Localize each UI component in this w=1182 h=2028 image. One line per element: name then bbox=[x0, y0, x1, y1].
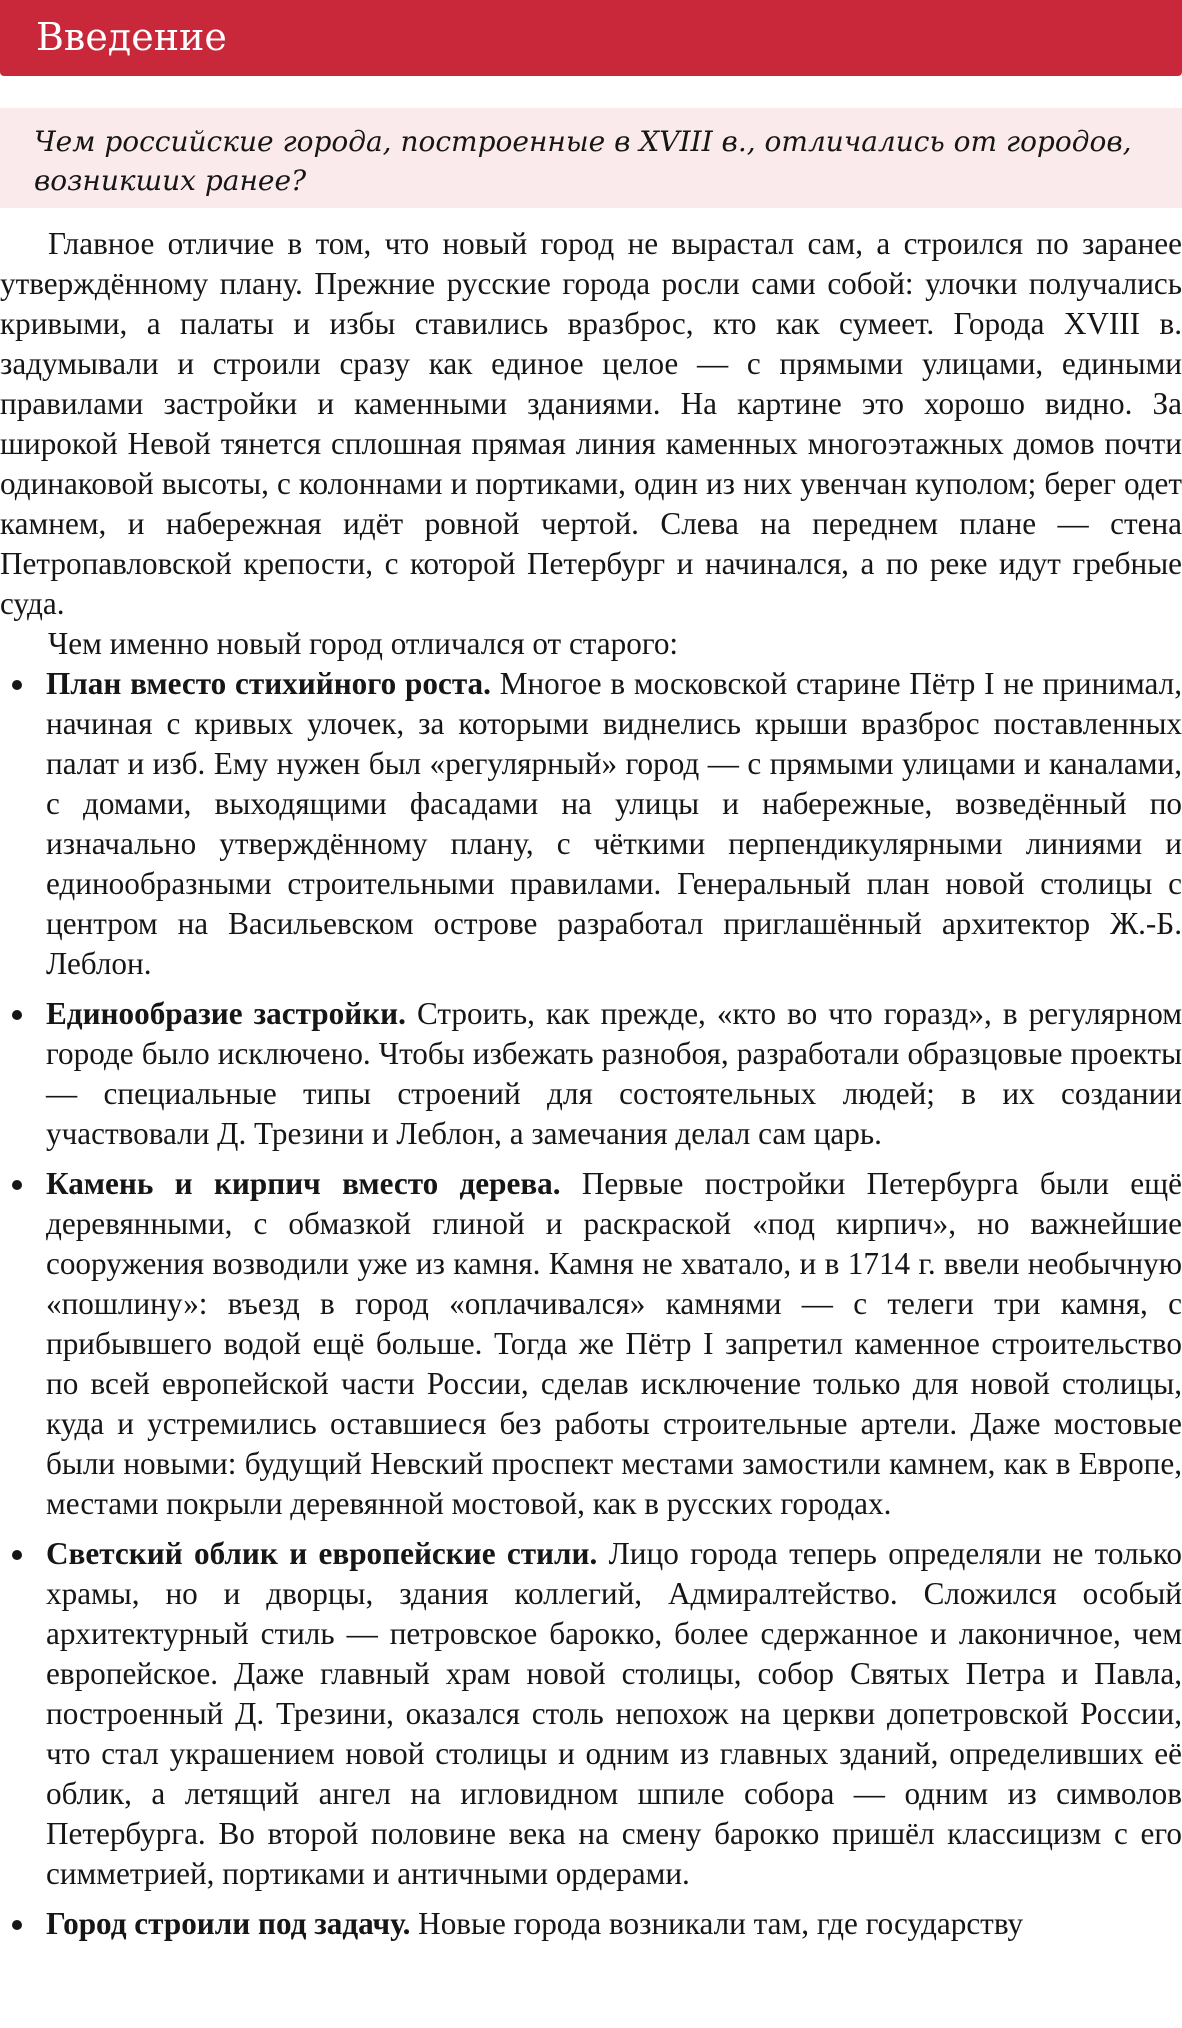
list-item bbox=[0, 1164, 1182, 1524]
section-title: Введение bbox=[36, 15, 227, 59]
paragraph: Чем именно новый город отличался от старого: bbox=[48, 626, 679, 661]
bullet-list bbox=[0, 664, 1182, 1944]
paragraph: Главное отличие в том, что новый город не вырастал сам, а строился по заранее утверждённому плану. Прежние русские города росли сами собой: улочки получались кривыми, а палаты и избы ставились вразброс, кто как сумеет. Города XVIII в. задумывали и строили сразу как единое целое — с прямыми улицами, едиными правилами застройки и каменными зданиями. На картине это хорошо видно. За широкой Невой тянется сплошная прямая линия каменных многоэтажных домов почти одинаковой высоты, с колоннами и портиками, один из них увенчан куполом; берег одет камнем, и набережная идёт ровной чертой. Слева на переднем плане — стена Петропавловской крепости, с которой Петербург и начинался, а по реке идут гребные суда. bbox=[0, 226, 1182, 621]
section-header bbox=[0, 0, 1182, 76]
list-item-heading: План вместо стихийного роста. bbox=[46, 666, 491, 701]
list-item-heading: Единообразие застройки. bbox=[46, 996, 406, 1031]
list-item-heading: Город строили под задачу. bbox=[46, 1906, 411, 1941]
list-item-heading: Камень и кирпич вместо дерева. bbox=[46, 1166, 561, 1201]
list-item-text: Первые постройки Петербурга были ещё деревянными, с обмазкой глиной и раскраской «под кирпич», но важнейшие сооружения возводили уже из камня. Камня не хватало, и в 1714 г. ввели необычную «пошлину»: въезд в город «оплачивался» камнями — с телеги три камня, с прибывшего водой ещё больше. Тогда же Пётр I запретил каменное строительство по всей европейской части России, сделав исключение только для новой столицы, куда и устремились оставшиеся без работы строительные артели. Даже мостовые были новыми: будущий Невский проспект местами замостили камнем, как в Европе, местами покрыли деревянной мостовой, как в русских городах. bbox=[46, 1166, 1182, 1521]
bullet-icon bbox=[12, 1010, 22, 1020]
list-item bbox=[0, 1904, 1182, 1944]
list-item bbox=[0, 1534, 1182, 1894]
bullet-icon bbox=[12, 1180, 22, 1190]
question-text: Чем российские города, построенные в XVIII в., отличались от городов, возникших ранее? bbox=[34, 125, 1132, 197]
list-item-heading: Светский облик и европейские стили. bbox=[46, 1536, 598, 1571]
bullet-icon bbox=[12, 680, 22, 690]
list-item bbox=[0, 664, 1182, 984]
list-item bbox=[0, 994, 1182, 1154]
bullet-icon bbox=[12, 1920, 22, 1930]
list-item-text: Многое в московской старине Пётр I не принимал, начиная с кривых улочек, за которыми виднелись крыши вразброс поставленных палат и изб. Ему нужен был «регулярный» город — с прямыми улицами и каналами, с домами, выходящими фасадами на улицы и набережные, возведённый по изначально утверждённому плану, с чёткими перпендикулярными линиями и единообразными строительными правилами. Генеральный план новой столицы с центром на Васильевском острове разработал приглашённый архитектор Ж.-Б. Леблон. bbox=[46, 666, 1182, 981]
bullet-icon bbox=[12, 1550, 22, 1560]
list-item-text: Лицо города теперь определяли не только храмы, но и дворцы, здания коллегий, Адмиралтейство. Сложился особый архитектурный стиль — петровское барокко, более сдержанное и лаконичное, чем европейское. Даже главный храм новой столицы, собор Святых Петра и Павла, построенный Д. Трезини, оказался столь непохож на церкви допетровской России, что стал украшением новой столицы и одним из главных зданий, определивших её облик, а летящий ангел на игловидном шпиле собора — одним из символов Петербурга. Во второй половине века на смену барокко пришёл классицизм с его симметрией, портиками и античными ордерами. bbox=[46, 1536, 1182, 1891]
main-text bbox=[0, 224, 1182, 1944]
question-box bbox=[0, 108, 1182, 208]
list-item-text: Строить, как прежде, «кто во что горазд», в регулярном городе было исключено. Чтобы избежать разнобоя, разработали образцовые проекты — специальные типы строений для состоятельных людей; в их создании участвовали Д. Трезини и Леблон, а замечания делал сам царь. bbox=[46, 996, 1182, 1151]
list-item-text: Новые города возникали там, где государству bbox=[418, 1906, 1024, 1941]
